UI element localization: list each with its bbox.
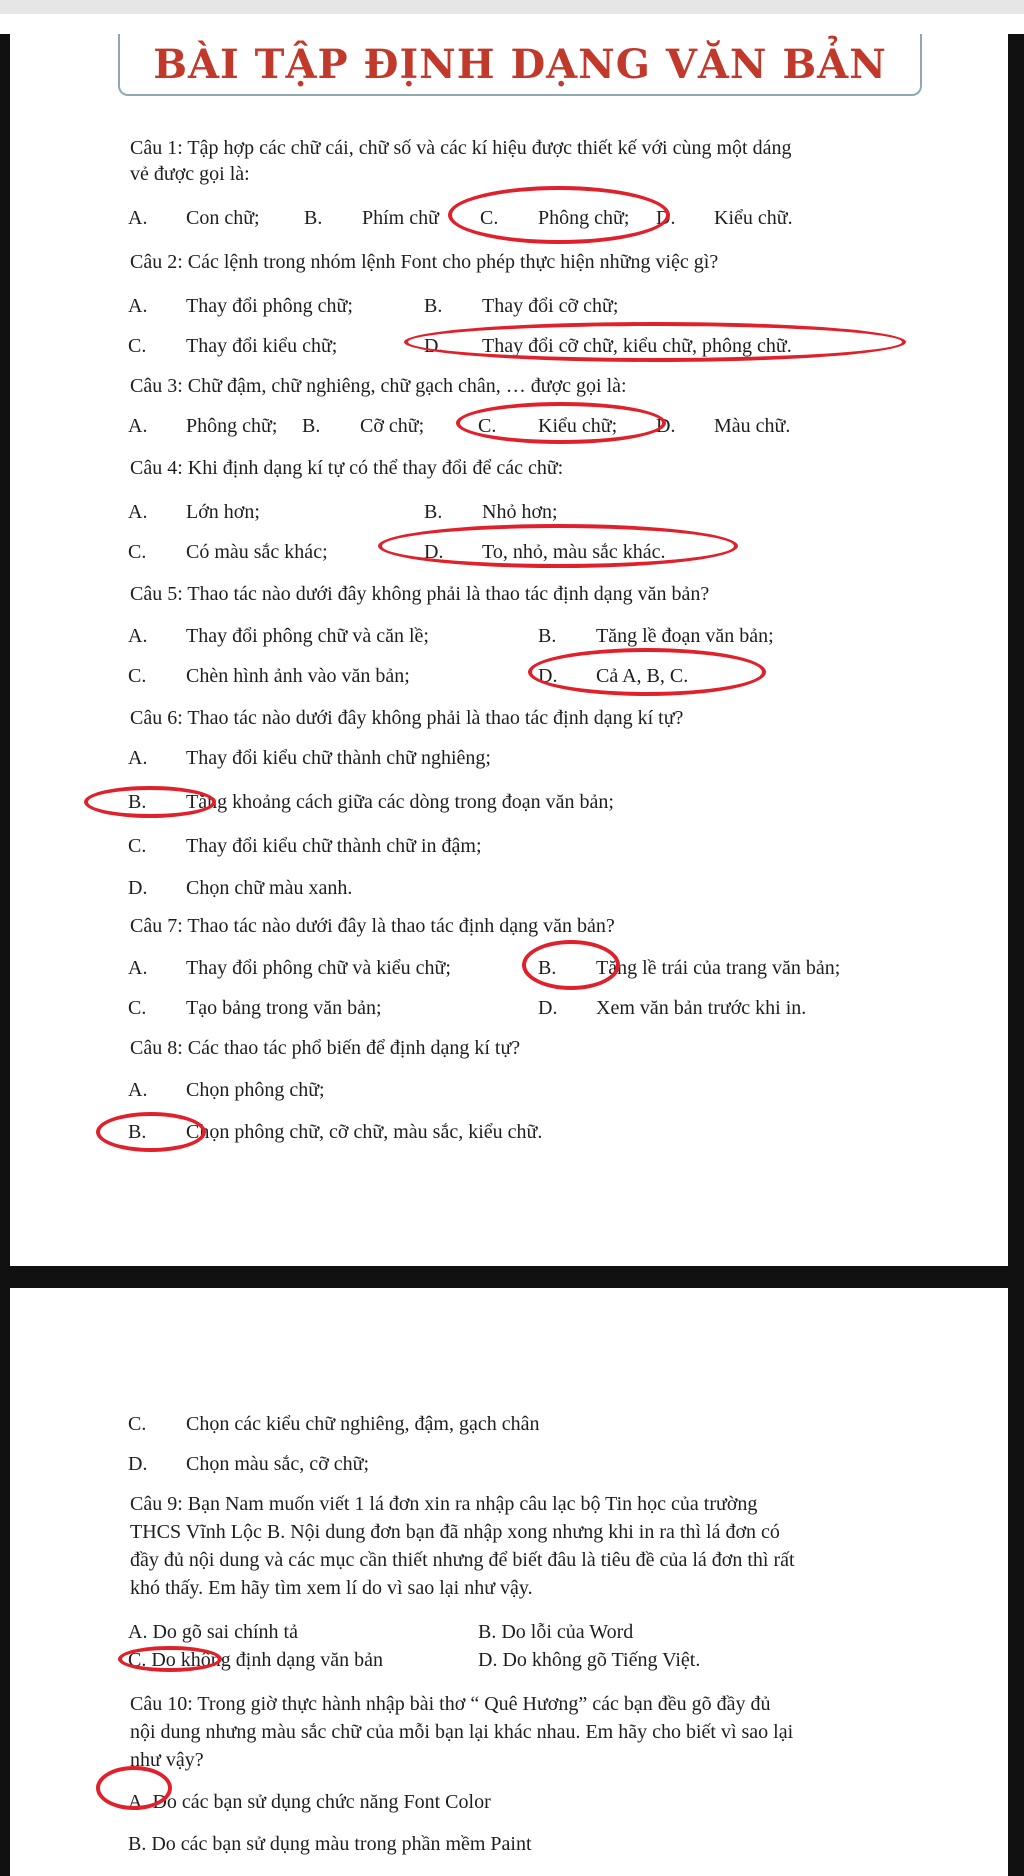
q1-a-letter: A.	[128, 207, 148, 229]
left-border	[0, 34, 10, 1266]
q10-line3: như vậy?	[130, 1749, 204, 1771]
q4-b-letter: B.	[424, 501, 443, 523]
q4-d-text: To, nhỏ, màu sắc khác.	[482, 541, 666, 563]
q3-c-text: Kiểu chữ;	[538, 415, 618, 437]
q8-d-text: Chọn màu sắc, cỡ chữ;	[186, 1453, 370, 1475]
q1-b-text: Phím chữ	[362, 207, 439, 229]
q1-line1: Câu 1: Tập hợp các chữ cái, chữ số và các kí hiệu được thiết kế với cùng một dáng	[130, 137, 792, 159]
q6-c-letter: C.	[128, 835, 147, 857]
q4-d-letter: D.	[424, 541, 444, 563]
q1-line2: vẻ được gọi là:	[130, 163, 250, 185]
q1-c-text: Phông chữ;	[538, 207, 630, 229]
q6-a-letter: A.	[128, 747, 148, 769]
q2-line1: Câu 2: Các lệnh trong nhóm lệnh Font cho phép thực hiện những việc gì?	[130, 251, 719, 273]
q9-line4: khó thấy. Em hãy tìm xem lí do vì sao lại như vậy.	[130, 1577, 533, 1599]
q7-d-text: Xem văn bản trước khi in.	[596, 997, 807, 1019]
top-bar	[0, 0, 1024, 14]
q6-c-text: Thay đổi kiểu chữ thành chữ in đậm;	[186, 835, 482, 857]
q2-a-text: Thay đổi phông chữ;	[186, 295, 353, 317]
q2-a-letter: A.	[128, 295, 148, 317]
q8-d-letter: D.	[128, 1453, 148, 1475]
q7-c-letter: C.	[128, 997, 147, 1019]
q4-a-text: Lớn hơn;	[186, 501, 260, 523]
q1-d-text: Kiểu chữ.	[714, 207, 793, 229]
q5-c-letter: C.	[128, 665, 147, 687]
q10-line1: Câu 10: Trong giờ thực hành nhập bài thơ “ Quê Hương” các bạn đều gõ đầy đủ	[130, 1693, 771, 1715]
q9-option-a: A. Do gõ sai chính tả	[128, 1621, 298, 1643]
q6-d-letter: D.	[128, 877, 148, 899]
q8-c-letter: C.	[128, 1413, 147, 1435]
q3-a-text: Phông chữ;	[186, 415, 278, 437]
q7-b-text: Tăng lề trái của trang văn bản;	[596, 957, 841, 979]
q9-option-c: C. Do không định dạng văn bản	[128, 1649, 383, 1671]
page-title: BÀI TẬP ĐỊNH DẠNG VĂN BẢN	[153, 40, 887, 88]
right-border-lower	[1008, 1288, 1024, 1876]
q9-line2: THCS Vĩnh Lộc B. Nội dung đơn bạn đã nhập xong nhưng khi in ra thì lá đơn có	[130, 1521, 780, 1543]
q6-line1: Câu 6: Thao tác nào dưới đây không phải là thao tác định dạng kí tự?	[130, 707, 684, 729]
q3-b-text: Cỡ chữ;	[360, 415, 425, 437]
q4-line1: Câu 4: Khi định dạng kí tự có thể thay đổi để các chữ:	[130, 457, 564, 479]
title-box	[118, 34, 922, 96]
q2-c-text: Thay đổi kiểu chữ;	[186, 335, 338, 357]
q7-d-letter: D.	[538, 997, 558, 1019]
q5-a-letter: A.	[128, 625, 148, 647]
page-gap	[0, 1266, 1024, 1288]
left-border-lower	[0, 1288, 10, 1876]
q9-line3: đầy đủ nội dung và các mục cần thiết nhưng để biết đâu là tiêu đề của lá đơn thì rất	[130, 1549, 795, 1571]
q8-a-letter: A.	[128, 1079, 148, 1101]
q7-b-letter: B.	[538, 957, 557, 979]
q4-b-text: Nhỏ hơn;	[482, 501, 558, 523]
q3-c-letter: C.	[478, 415, 497, 437]
q5-line1: Câu 5: Thao tác nào dưới đây không phải là thao tác định dạng văn bản?	[130, 583, 710, 605]
q9-option-b: B. Do lỗi của Word	[478, 1621, 634, 1643]
q3-b-letter: B.	[302, 415, 321, 437]
q10-option-b: B. Do các bạn sử dụng màu trong phần mềm Paint	[128, 1833, 532, 1855]
q8-a-text: Chọn phông chữ;	[186, 1079, 325, 1101]
right-border	[1008, 34, 1024, 1266]
q3-line1: Câu 3: Chữ đậm, chữ nghiêng, chữ gạch chân, … được gọi là:	[130, 375, 627, 397]
q1-a-text: Con chữ;	[186, 207, 260, 229]
q5-b-letter: B.	[538, 625, 557, 647]
q5-c-text: Chèn hình ảnh vào văn bản;	[186, 665, 410, 687]
q6-b-letter: B.	[128, 791, 147, 813]
q7-line1: Câu 7: Thao tác nào dưới đây là thao tác định dạng văn bản?	[130, 915, 615, 937]
q8-b-letter: B.	[128, 1121, 147, 1143]
q6-b-text: Tăng khoảng cách giữa các dòng trong đoạn văn bản;	[186, 791, 614, 813]
q10-line2: nội dung nhưng màu sắc chữ của mỗi bạn lại khác nhau. Em hãy cho biết vì sao lại	[130, 1721, 794, 1743]
q3-a-letter: A.	[128, 415, 148, 437]
q4-c-letter: C.	[128, 541, 147, 563]
q3-d-letter: D.	[656, 415, 676, 437]
q2-b-text: Thay đổi cỡ chữ;	[482, 295, 619, 317]
q8-line1: Câu 8: Các thao tác phổ biến để định dạng kí tự?	[130, 1037, 521, 1059]
q6-d-text: Chọn chữ màu xanh.	[186, 877, 353, 899]
q7-c-text: Tạo bảng trong văn bản;	[186, 997, 382, 1019]
q1-b-letter: B.	[304, 207, 323, 229]
q2-d-text: Thay đổi cỡ chữ, kiểu chữ, phông chữ.	[482, 335, 792, 357]
q1-d-letter: D.	[656, 207, 676, 229]
q3-d-text: Màu chữ.	[714, 415, 791, 437]
q2-d-letter: D.	[424, 335, 444, 357]
q2-b-letter: B.	[424, 295, 443, 317]
q8-b-text: Chọn phông chữ, cỡ chữ, màu sắc, kiểu chữ.	[186, 1121, 543, 1143]
q2-c-letter: C.	[128, 335, 147, 357]
q6-a-text: Thay đổi kiểu chữ thành chữ nghiêng;	[186, 747, 491, 769]
q8-c-text: Chọn các kiểu chữ nghiêng, đậm, gạch chân	[186, 1413, 540, 1435]
q7-a-text: Thay đổi phông chữ và kiểu chữ;	[186, 957, 451, 979]
q4-a-letter: A.	[128, 501, 148, 523]
q5-a-text: Thay đổi phông chữ và căn lề;	[186, 625, 429, 647]
q4-c-text: Có màu sắc khác;	[186, 541, 328, 563]
q10-option-a: A. Do các bạn sử dụng chức năng Font Color	[128, 1791, 491, 1813]
q7-a-letter: A.	[128, 957, 148, 979]
q1-c-letter: C.	[480, 207, 499, 229]
q9-option-d: D. Do không gõ Tiếng Việt.	[478, 1649, 701, 1671]
q9-line1: Câu 9: Bạn Nam muốn viết 1 lá đơn xin ra nhập câu lạc bộ Tin học của trường	[130, 1493, 758, 1515]
q5-d-letter: D.	[538, 665, 558, 687]
q5-d-text: Cả A, B, C.	[596, 665, 689, 687]
q5-b-text: Tăng lề đoạn văn bản;	[596, 625, 774, 647]
